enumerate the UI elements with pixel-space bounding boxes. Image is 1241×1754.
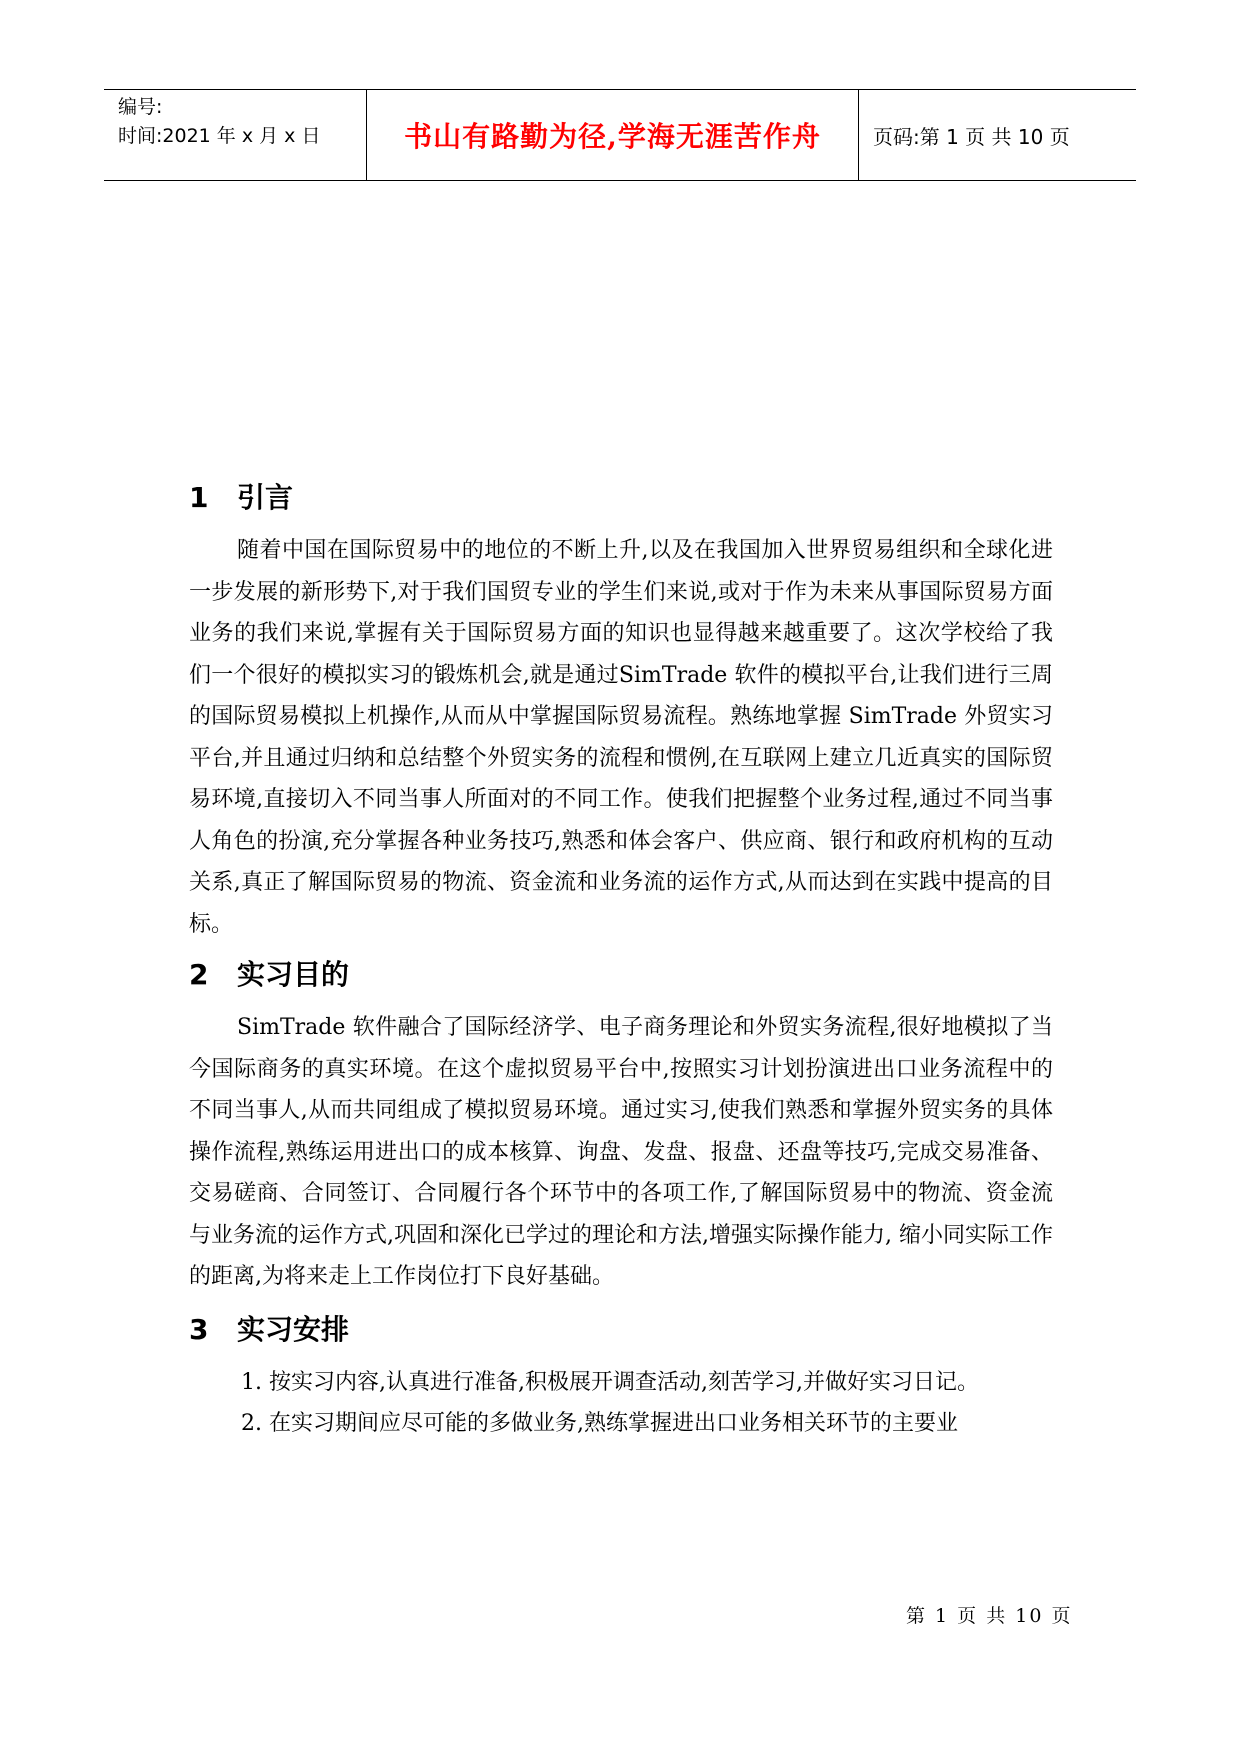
- page-footer: 第 1 页 共 10 页: [906, 1605, 1073, 1627]
- section-title: 实习安排: [237, 1312, 350, 1346]
- document-time-label: 时间:2021 年 x 月 x 日: [118, 125, 321, 147]
- section-title: 引言: [237, 481, 294, 514]
- section-title: 实习目的: [237, 958, 350, 991]
- section-number: 3: [189, 1312, 209, 1346]
- list-item: 2. 在实习期间应尽可能的多做业务,熟练掌握进出口业务相关环节的主要业: [241, 1411, 958, 1436]
- paragraph: SimTrade 软件融合了国际经济学、电子商务理论和外贸实务流程,很好地模拟了当今国际商务的真实环境。在这个虚拟贸易平台中,按照实习计划扮演进出口业务流程中的不同当事人,从而共同组成了模拟贸易环境。通过实习,使我们熟悉和掌握外贸实务的具体操作流程,熟练运用进出口的成本核算、询盘、发盘、报盘、还盘等技巧,完成交易准备、交易磋商、合同签订、合同履行各个环节中的各项工作,了解国际贸易中的物流、资金流与业务流的运作方式,巩固和深化已学过的理论和方法,增强实际操作能力, 缩小同实际工作的距离,为将来走上工作岗位打下良好基础。: [189, 1015, 1053, 1289]
- section-heading-intro: [189, 472, 1053, 524]
- section-heading-arrangement: [189, 1304, 1053, 1356]
- document-number-label: 编号:: [118, 96, 163, 118]
- page-header: [104, 89, 1136, 181]
- header-page-info: 页码:第 1 页 共 10 页: [873, 124, 1070, 149]
- paragraph: 随着中国在国际贸易中的地位的不断上升,以及在我国加入世界贸易组织和全球化进一步发展的新形势下,对于我们国贸专业的学生们来说,或对于作为未来从事国际贸易方面业务的我们来说,掌握有关于国际贸易方面的知识也显得越来越重要了。这次学校给了我们一个很好的模拟实习的锻炼机会,就是通过SimTrade 软件的模拟平台,让我们进行三周的国际贸易模拟上机操作,从而从中掌握国际贸易流程。熟练地掌握 SimTrade 外贸实习平台,并且通过归纳和总结整个外贸实务的流程和惯例,在互联网上建立几近真实的国际贸易环境,直接切入不同当事人所面对的不同工作。使我们把握整个业务过程,通过不同当事人角色的扮演,充分掌握各种业务技巧,熟悉和体会客户、供应商、银行和政府机构的互动关系,真正了解国际贸易的物流、资金流和业务流的运作方式,从而达到在实践中提高的目标。: [189, 538, 1053, 937]
- section-number: 2: [189, 958, 209, 991]
- header-page-info-cell: [859, 90, 1136, 180]
- section-heading-purpose: [189, 949, 1053, 1001]
- document-body: [189, 472, 1053, 1445]
- section-number: 1: [189, 481, 209, 514]
- header-motto-cell: [367, 90, 859, 180]
- list-item: 1. 按实习内容,认真进行准备,积极展开调查活动,刻苦学习,并做好实习日记。: [241, 1369, 979, 1395]
- header-motto: 书山有路勤为径,学海无涯苦作舟: [404, 120, 821, 153]
- header-meta: [104, 90, 367, 180]
